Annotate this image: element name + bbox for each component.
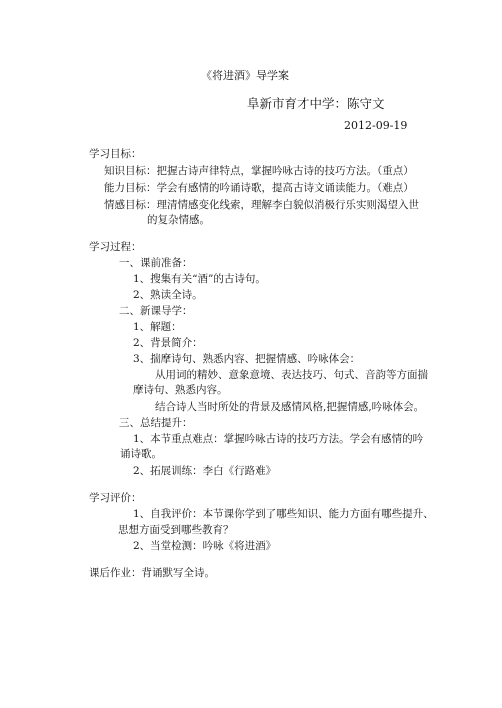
evaluation-item-2: 2、当堂检测：吟咏《将进酒》 [133, 540, 277, 552]
section-2-item-3: 3、揣摩诗句、熟悉内容、把握情感、吟咏体会： [133, 353, 361, 365]
section-2-item-3-detail-line-3: 结合诗人当时所处的背景及感情风格,把握情感,吟咏体会。 [155, 401, 425, 413]
evaluation-heading: 学习评价： [89, 492, 142, 504]
section-2-item-1: 1、解题： [133, 321, 182, 333]
section-2-item-2: 2、背景简介： [133, 337, 203, 349]
process-heading: 学习过程： [89, 241, 142, 253]
section-1-title: 一、课前准备： [119, 257, 193, 269]
section-3-item-2: 2、拓展训练：李白《行路难》 [133, 465, 277, 477]
evaluation-item-1-line-1: 1、自我评价：本节课你学到了哪些知识、能力方面有哪些提升、 [133, 508, 434, 520]
date-line: 2012-09-19 [344, 119, 408, 132]
homework-line: 课后作业：背诵默写全诗。 [89, 567, 215, 579]
document-title: 《将进酒》导学案 [201, 69, 289, 82]
section-3-item-1-line-1: 1、本节重点难点：掌握吟咏古诗的技巧方法。学会有感情的吟 [133, 433, 424, 445]
section-1-item-1: 1、搜集有关“酒”的古诗句。 [133, 273, 266, 285]
section-2-item-3-detail-line-1: 从用词的精妙、意象意境、表达技巧、句式、音韵等方面揣 [155, 369, 428, 381]
author-line: 阜新市育才中学：陈守文 [247, 96, 385, 111]
section-3-item-1-line-2: 诵诗歌。 [120, 448, 162, 460]
ability-goal: 能力目标：学会有感情的吟诵诗歌，提高古诗文诵读能力。（难点） [104, 182, 414, 194]
section-1-item-2: 2、熟读全诗。 [133, 289, 203, 301]
emotion-goal-line-1: 情感目标：理清情感变化线索，理解李白貌似消极行乐实则渴望入世 [104, 199, 419, 211]
section-2-title: 二、新课导学： [119, 305, 193, 317]
goals-heading: 学习目标： [89, 148, 142, 160]
knowledge-goal: 知识目标：把握古诗声律特点，掌握吟咏古诗的技巧方法。（重点） [104, 165, 414, 177]
section-3-title: 三、总结提升： [119, 417, 193, 429]
emotion-goal-line-2: 的复杂情感。 [147, 214, 210, 226]
section-2-item-3-detail-line-2: 摩诗句、熟悉内容。 [133, 384, 228, 396]
evaluation-item-1-line-2: 思想方面受到哪些教育？ [118, 524, 234, 536]
